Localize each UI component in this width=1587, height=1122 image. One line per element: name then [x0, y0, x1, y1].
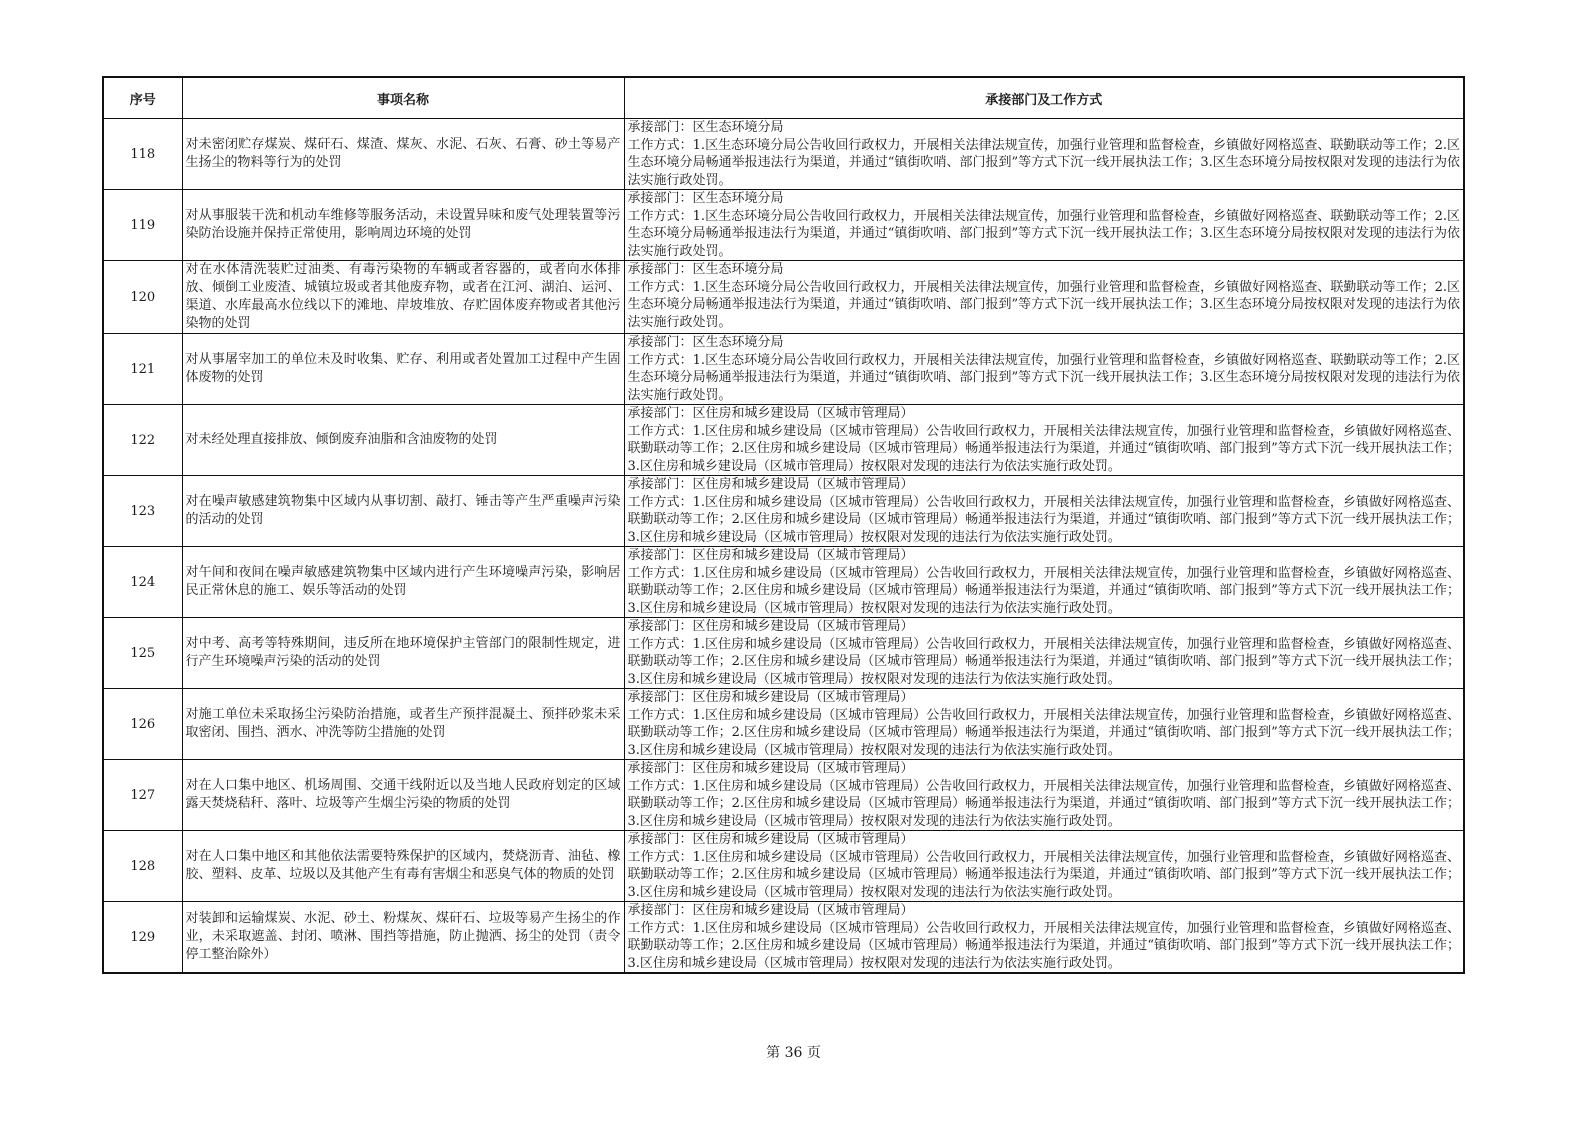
table-row — [103, 119, 1464, 190]
header-dept-method: 承接部门及工作方式 — [624, 77, 1464, 119]
row-item-name: 对在噪声敏感建筑物集中区域内从事切割、敲打、锤击等产生严重噪声污染的活动的处罚 — [182, 476, 624, 547]
table-body — [103, 119, 1464, 974]
row-dept: 承接部门：区住房和城乡建设局（区城市管理局） — [627, 548, 914, 563]
row-dept: 承接部门：区生态环境分局 — [627, 335, 784, 350]
row-no: 126 — [103, 689, 182, 760]
row-method: 工作方式：1.区住房和城乡建设局（区城市管理局）公告收回行政权力，开展相关法律法规宣传，加强行业管理和监督检查，乡镇做好网格巡查、联勤联动等工作；2.区住房和城乡建设局（区城市管理局）畅通举报违法行为渠道，并通过“镇街吹哨、部门报到”等方式下沉一线开展执法工作；3.区住房和城乡建设局（区城市管理局）按权限对发现的违法行为依法实施行政处罚。 — [627, 565, 1460, 616]
items-table — [102, 76, 1465, 974]
row-no: 125 — [103, 618, 182, 689]
row-item-name: 对施工单位未采取扬尘污染防治措施，或者生产预拌混凝土、预拌砂浆未采取密闭、围挡、洒水、冲洗等防尘措施的处罚 — [182, 689, 624, 760]
table-row — [103, 618, 1464, 689]
row-no: 121 — [103, 334, 182, 405]
row-method: 工作方式：1.区住房和城乡建设局（区城市管理局）公告收回行政权力，开展相关法律法规宣传，加强行业管理和监督检查，乡镇做好网格巡查、联勤联动等工作；2.区住房和城乡建设局（区城市管理局）畅通举报违法行为渠道，并通过“镇街吹哨、部门报到”等方式下沉一线开展执法工作；3.区住房和城乡建设局（区城市管理局）按权限对发现的违法行为依法实施行政处罚。 — [627, 636, 1460, 687]
table-row — [103, 831, 1464, 902]
table-row — [103, 405, 1464, 476]
row-method: 工作方式：1.区住房和城乡建设局（区城市管理局）公告收回行政权力，开展相关法律法规宣传，加强行业管理和监督检查，乡镇做好网格巡查、联勤联动等工作；2.区住房和城乡建设局（区城市管理局）畅通举报违法行为渠道，并通过“镇街吹哨、部门报到”等方式下沉一线开展执法工作；3.区住房和城乡建设局（区城市管理局）按权限对发现的违法行为依法实施行政处罚。 — [627, 423, 1460, 474]
row-dept-cell — [624, 618, 1464, 689]
header-item-name: 事项名称 — [182, 77, 624, 119]
row-dept-cell — [624, 831, 1464, 902]
row-item-name: 对在水体清洗装贮过油类、有毒污染物的车辆或者容器的，或者向水体排放、倾倒工业废渣、城镇垃圾或者其他废弃物，或者在江河、湖泊、运河、渠道、水库最高水位线以下的滩地、岸坡堆放、存贮固体废弃物或者其他污染物的处罚 — [182, 261, 624, 334]
table-header-row — [103, 77, 1464, 119]
row-dept: 承接部门：区住房和城乡建设局（区城市管理局） — [627, 690, 914, 705]
row-dept-cell — [624, 334, 1464, 405]
row-dept: 承接部门：区生态环境分局 — [627, 120, 784, 135]
row-dept-cell — [624, 547, 1464, 618]
row-method: 工作方式：1.区住房和城乡建设局（区城市管理局）公告收回行政权力，开展相关法律法规宣传，加强行业管理和监督检查，乡镇做好网格巡查、联勤联动等工作；2.区住房和城乡建设局（区城市管理局）畅通举报违法行为渠道，并通过“镇街吹哨、部门报到”等方式下沉一线开展执法工作；3.区住房和城乡建设局（区城市管理局）按权限对发现的违法行为依法实施行政处罚。 — [627, 849, 1460, 900]
header-no: 序号 — [103, 77, 182, 119]
row-dept-cell — [624, 190, 1464, 261]
table-row — [103, 760, 1464, 831]
row-dept: 承接部门：区住房和城乡建设局（区城市管理局） — [627, 761, 914, 776]
table-row — [103, 902, 1464, 974]
row-item-name: 对中考、高考等特殊期间，违反所在地环境保护主管部门的限制性规定，进行产生环境噪声污染的活动的处罚 — [182, 618, 624, 689]
row-item-name: 对在人口集中地区和其他依法需要特殊保护的区域内，焚烧沥青、油毡、橡胶、塑料、皮革、垃圾以及其他产生有毒有害烟尘和恶臭气体的物质的处罚 — [182, 831, 624, 902]
row-dept: 承接部门：区住房和城乡建设局（区城市管理局） — [627, 619, 914, 634]
table-row — [103, 689, 1464, 760]
row-no: 124 — [103, 547, 182, 618]
row-item-name: 对午间和夜间在噪声敏感建筑物集中区域内进行产生环境噪声污染，影响居民正常休息的施工、娱乐等活动的处罚 — [182, 547, 624, 618]
row-item-name: 对从事服装干洗和机动车维修等服务活动，未设置异味和废气处理装置等污染防治设施并保持正常使用，影响周边环境的处罚 — [182, 190, 624, 261]
row-no: 118 — [103, 119, 182, 190]
row-method: 工作方式：1.区住房和城乡建设局（区城市管理局）公告收回行政权力，开展相关法律法规宣传，加强行业管理和监督检查，乡镇做好网格巡查、联勤联动等工作；2.区住房和城乡建设局（区城市管理局）畅通举报违法行为渠道，并通过“镇街吹哨、部门报到”等方式下沉一线开展执法工作；3.区住房和城乡建设局（区城市管理局）按权限对发现的违法行为依法实施行政处罚。 — [627, 707, 1460, 758]
row-dept: 承接部门：区住房和城乡建设局（区城市管理局） — [627, 903, 914, 918]
row-no: 129 — [103, 902, 182, 974]
row-no: 119 — [103, 190, 182, 261]
row-method: 工作方式：1.区生态环境分局公告收回行政权力，开展相关法律法规宣传，加强行业管理和监督检查，乡镇做好网格巡查、联勤联动等工作；2.区生态环境分局畅通举报违法行为渠道，并通过“镇街吹哨、部门报到”等方式下沉一线开展执法工作；3.区生态环境分局按权限对发现的违法行为依法实施行政处罚。 — [627, 352, 1460, 403]
row-method: 工作方式：1.区住房和城乡建设局（区城市管理局）公告收回行政权力，开展相关法律法规宣传，加强行业管理和监督检查，乡镇做好网格巡查、联勤联动等工作；2.区住房和城乡建设局（区城市管理局）畅通举报违法行为渠道，并通过“镇街吹哨、部门报到”等方式下沉一线开展执法工作；3.区住房和城乡建设局（区城市管理局）按权限对发现的违法行为依法实施行政处罚。 — [627, 920, 1460, 971]
row-item-name: 对从事屠宰加工的单位未及时收集、贮存、利用或者处置加工过程中产生固体废物的处罚 — [182, 334, 624, 405]
row-dept-cell — [624, 261, 1464, 334]
row-method: 工作方式：1.区生态环境分局公告收回行政权力，开展相关法律法规宣传，加强行业管理和监督检查，乡镇做好网格巡查、联勤联动等工作；2.区生态环境分局畅通举报违法行为渠道，并通过“镇街吹哨、部门报到”等方式下沉一线开展执法工作；3.区生态环境分局按权限对发现的违法行为依法实施行政处罚。 — [627, 208, 1460, 259]
table-row — [103, 190, 1464, 261]
table-row — [103, 334, 1464, 405]
row-method: 工作方式：1.区生态环境分局公告收回行政权力，开展相关法律法规宣传，加强行业管理和监督检查，乡镇做好网格巡查、联勤联动等工作；2.区生态环境分局畅通举报违法行为渠道，并通过“镇街吹哨、部门报到”等方式下沉一线开展执法工作；3.区生态环境分局按权限对发现的违法行为依法实施行政处罚。 — [627, 137, 1460, 188]
row-item-name: 对未经处理直接排放、倾倒废弃油脂和含油废物的处罚 — [182, 405, 624, 476]
row-no: 123 — [103, 476, 182, 547]
row-no: 128 — [103, 831, 182, 902]
row-dept: 承接部门：区住房和城乡建设局（区城市管理局） — [627, 406, 914, 421]
row-method: 工作方式：1.区住房和城乡建设局（区城市管理局）公告收回行政权力，开展相关法律法规宣传，加强行业管理和监督检查，乡镇做好网格巡查、联勤联动等工作；2.区住房和城乡建设局（区城市管理局）畅通举报违法行为渠道，并通过“镇街吹哨、部门报到”等方式下沉一线开展执法工作；3.区住房和城乡建设局（区城市管理局）按权限对发现的违法行为依法实施行政处罚。 — [627, 494, 1460, 545]
table-row — [103, 547, 1464, 618]
row-dept: 承接部门：区住房和城乡建设局（区城市管理局） — [627, 832, 914, 847]
row-dept-cell — [624, 760, 1464, 831]
row-no: 122 — [103, 405, 182, 476]
row-dept: 承接部门：区生态环境分局 — [627, 262, 784, 277]
page-number: 第 36 页 — [766, 1045, 821, 1061]
table-row — [103, 476, 1464, 547]
table-row — [103, 261, 1464, 334]
row-dept: 承接部门：区生态环境分局 — [627, 191, 784, 206]
row-no: 120 — [103, 261, 182, 334]
row-method: 工作方式：1.区生态环境分局公告收回行政权力，开展相关法律法规宣传，加强行业管理和监督检查，乡镇做好网格巡查、联勤联动等工作；2.区生态环境分局畅通举报违法行为渠道，并通过“镇街吹哨、部门报到”等方式下沉一线开展执法工作；3.区生态环境分局按权限对发现的违法行为依法实施行政处罚。 — [627, 279, 1460, 330]
row-dept-cell — [624, 476, 1464, 547]
row-dept: 承接部门：区住房和城乡建设局（区城市管理局） — [627, 477, 914, 492]
row-method: 工作方式：1.区住房和城乡建设局（区城市管理局）公告收回行政权力，开展相关法律法规宣传，加强行业管理和监督检查，乡镇做好网格巡查、联勤联动等工作；2.区住房和城乡建设局（区城市管理局）畅通举报违法行为渠道，并通过“镇街吹哨、部门报到”等方式下沉一线开展执法工作；3.区住房和城乡建设局（区城市管理局）按权限对发现的违法行为依法实施行政处罚。 — [627, 778, 1460, 829]
row-item-name: 对装卸和运输煤炭、水泥、砂土、粉煤灰、煤矸石、垃圾等易产生扬尘的作业，未采取遮盖、封闭、喷淋、围挡等措施，防止抛洒、扬尘的处罚（责令停工整治除外） — [182, 902, 624, 974]
row-no: 127 — [103, 760, 182, 831]
row-item-name: 对未密闭贮存煤炭、煤矸石、煤渣、煤灰、水泥、石灰、石膏、砂土等易产生扬尘的物料等行为的处罚 — [182, 119, 624, 190]
row-item-name: 对在人口集中地区、机场周围、交通干线附近以及当地人民政府划定的区域露天焚烧秸秆、落叶、垃圾等产生烟尘污染的物质的处罚 — [182, 760, 624, 831]
row-dept-cell — [624, 902, 1464, 974]
row-dept-cell — [624, 405, 1464, 476]
row-dept-cell — [624, 689, 1464, 760]
row-dept-cell — [624, 119, 1464, 190]
